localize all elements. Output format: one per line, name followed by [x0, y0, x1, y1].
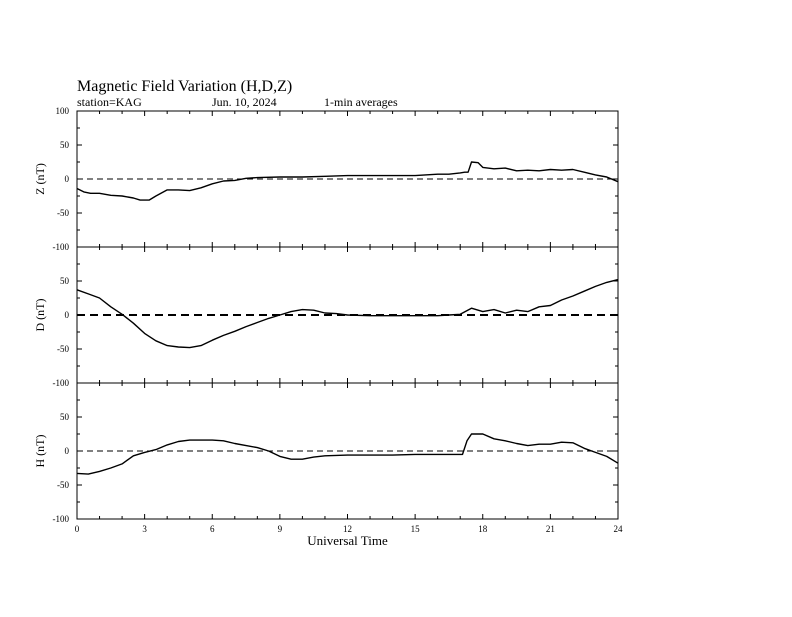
z-ytick-label: 50 — [60, 140, 69, 150]
date-label: Jun. 10, 2024 — [212, 95, 277, 109]
d-ytick-label: 50 — [60, 276, 69, 286]
xtick-label: 15 — [410, 524, 420, 534]
h-ytick-label: 0 — [64, 446, 69, 456]
xtick-label: 24 — [613, 524, 623, 534]
xtick-label: 3 — [142, 524, 147, 534]
station-label: station=KAG — [77, 95, 142, 109]
z-axis-label: Z (nT) — [33, 163, 47, 195]
xtick-label: 9 — [277, 524, 283, 534]
d-ytick-label: -50 — [57, 344, 69, 354]
averaging-label: 1-min averages — [324, 95, 398, 109]
h-ytick-label: -100 — [52, 514, 69, 524]
d-ytick-label: 0 — [64, 310, 69, 320]
z-ytick-label: 100 — [55, 106, 69, 116]
h-axis-label: H (nT) — [33, 434, 47, 468]
xtick-label: 6 — [210, 524, 215, 534]
h-series-line — [77, 434, 618, 474]
d-series-line — [77, 280, 618, 348]
xtick-label: 18 — [478, 524, 488, 534]
h-ytick-label: 50 — [60, 412, 69, 422]
d-axis-label: D (nT) — [33, 298, 47, 332]
h-ytick-label: -50 — [57, 480, 69, 490]
x-axis-label: Universal Time — [307, 533, 388, 548]
xtick-label: 0 — [74, 524, 80, 534]
panels-group — [33, 106, 623, 548]
z-series-line — [77, 162, 618, 200]
z-ytick-label: -100 — [52, 242, 69, 252]
xtick-label: 12 — [343, 524, 352, 534]
z-ytick-label: -50 — [57, 208, 69, 218]
z-ytick-label: 0 — [64, 174, 69, 184]
chart-title: Magnetic Field Variation (H,D,Z) — [77, 78, 293, 95]
xtick-label: 21 — [545, 524, 555, 534]
d-ytick-label: -100 — [52, 378, 69, 388]
